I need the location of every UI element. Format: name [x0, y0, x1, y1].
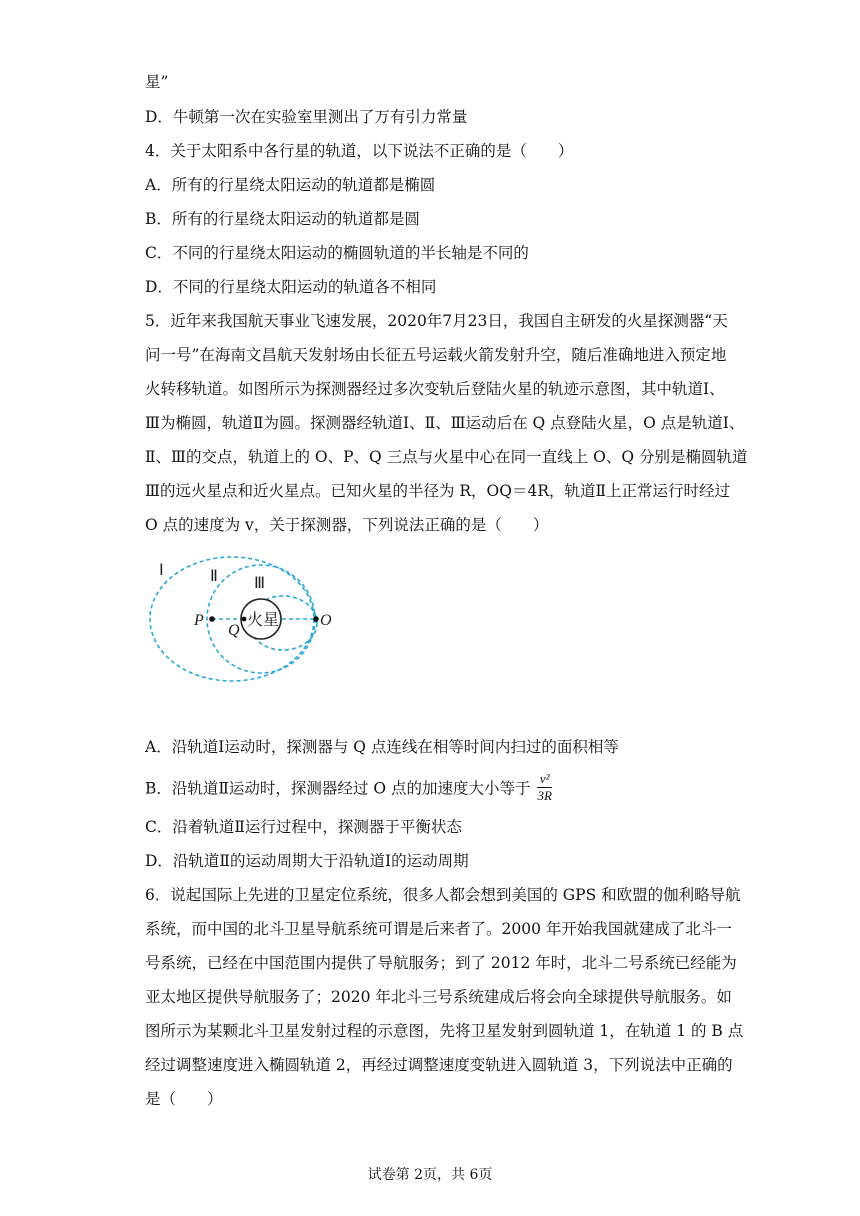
- fraction-v2-over-3r: [537, 771, 551, 804]
- option-c-q4: C．不同的行星绕太阳运动的椭圆轨道的半长轴是不同的: [145, 244, 529, 262]
- question-6-line: 是（ ）: [145, 1090, 223, 1108]
- question-5-line: Ⅲ的远火星点和近火星点。已知火星的半径为 R，OQ＝4R，轨道Ⅱ上正常运行时经过: [145, 482, 731, 500]
- fraction-denominator: 3R: [537, 788, 552, 803]
- orbit-label-iii: Ⅲ: [254, 575, 266, 592]
- option-b-q4: B．所有的行星绕太阳运动的轨道都是圆: [145, 210, 420, 228]
- question-6-line: 图所示为某颗北斗卫星发射过程的示意图，先将卫星发射到圆轨道 1，在轨道 1 的 B 点: [145, 1022, 744, 1040]
- option-a-q4: A．所有的行星绕太阳运动的轨道都是椭圆: [145, 176, 436, 194]
- option-c-q5: C．沿着轨道Ⅱ运行过程中，探测器于平衡状态: [145, 818, 462, 836]
- question-5-line: 5．近年来我国航天事业飞速发展，2020年7月23日，我国自主研发的火星探测器“天: [145, 312, 728, 330]
- point-p-dot: [209, 616, 215, 622]
- page-footer: 试卷第 2页，共 6页: [367, 1167, 493, 1183]
- option-d-q3: D．牛顿第一次在实验室里测出了万有引力常量: [145, 108, 468, 126]
- orbit-label-i: Ⅰ: [159, 562, 164, 579]
- question-5-line: 火转移轨道。如图所示为探测器经过多次变轨后登陆火星的轨迹示意图，其中轨道Ⅰ、: [145, 380, 725, 398]
- orbit-label-ii: Ⅱ: [210, 568, 218, 585]
- question-5-line: 问一号”在海南文昌航天发射场由长征五号运载火箭发射升空，随后准确地进入预定地: [145, 346, 727, 364]
- question-5-line: Ⅲ为椭圆，轨道Ⅱ为圆。探测器经轨道Ⅰ、Ⅱ、Ⅲ运动后在 Q 点登陆火星，O 点是轨道Ⅰ、: [145, 414, 745, 432]
- orbit-diagram: [148, 548, 348, 688]
- point-o-dot: [313, 616, 319, 622]
- question-6-line: 6．说起国际上先进的卫星定位系统，很多人都会想到美国的 GPS 和欧盟的伽利略导航: [145, 886, 741, 904]
- option-d-q4: D．不同的行星绕太阳运动的轨道各不相同: [145, 278, 437, 296]
- question-6-line: 号系统，已经在中国范围内提供了导航服务；到了 2012 年时，北斗二号系统已经能为: [145, 954, 737, 972]
- point-o-label: O: [320, 612, 332, 629]
- option-a-q5: A．沿轨道Ⅰ运动时，探测器与 Q 点连线在相等时间内扫过的面积相等: [145, 738, 619, 756]
- planet-label: 火星: [247, 610, 280, 629]
- option-b-q5: B．沿轨道Ⅱ运动时，探测器经过 O 点的加速度大小等于: [145, 779, 531, 798]
- question-5-line: O 点的速度为 v，关于探测器，下列说法正确的是（ ）: [145, 516, 549, 534]
- point-p-label: P: [194, 612, 204, 629]
- question-6-line: 经过调整速度进入椭圆轨道 2，再经过调整速度变轨进入圆轨道 3，下列说法中正确的: [145, 1056, 733, 1074]
- question-6-line: 亚太地区提供导航服务了；2020 年北斗三号系统建成后将会向全球提供导航服务。如: [145, 988, 732, 1006]
- fraction-numerator: v²: [537, 771, 551, 788]
- point-q-dot: [242, 617, 247, 622]
- option-b-q5-row: [145, 773, 552, 806]
- point-q-label: Q: [228, 622, 240, 639]
- question-4-stem: 4．关于太阳系中各行星的轨道，以下说法不正确的是（ ）: [145, 142, 574, 160]
- text-line: 星”: [145, 73, 169, 91]
- question-6-line: 系统，而中国的北斗卫星导航系统可谓是后来者了。2000 年开始我国就建成了北斗一: [145, 920, 732, 938]
- option-d-q5: D．沿轨道Ⅱ的运动周期大于沿轨道Ⅰ的运动周期: [145, 852, 469, 870]
- question-5-line: Ⅱ、Ⅲ的交点，轨道上的 O、P、Q 三点与火星中心在同一直线上 O、Q 分别是椭圆轨道: [145, 448, 748, 466]
